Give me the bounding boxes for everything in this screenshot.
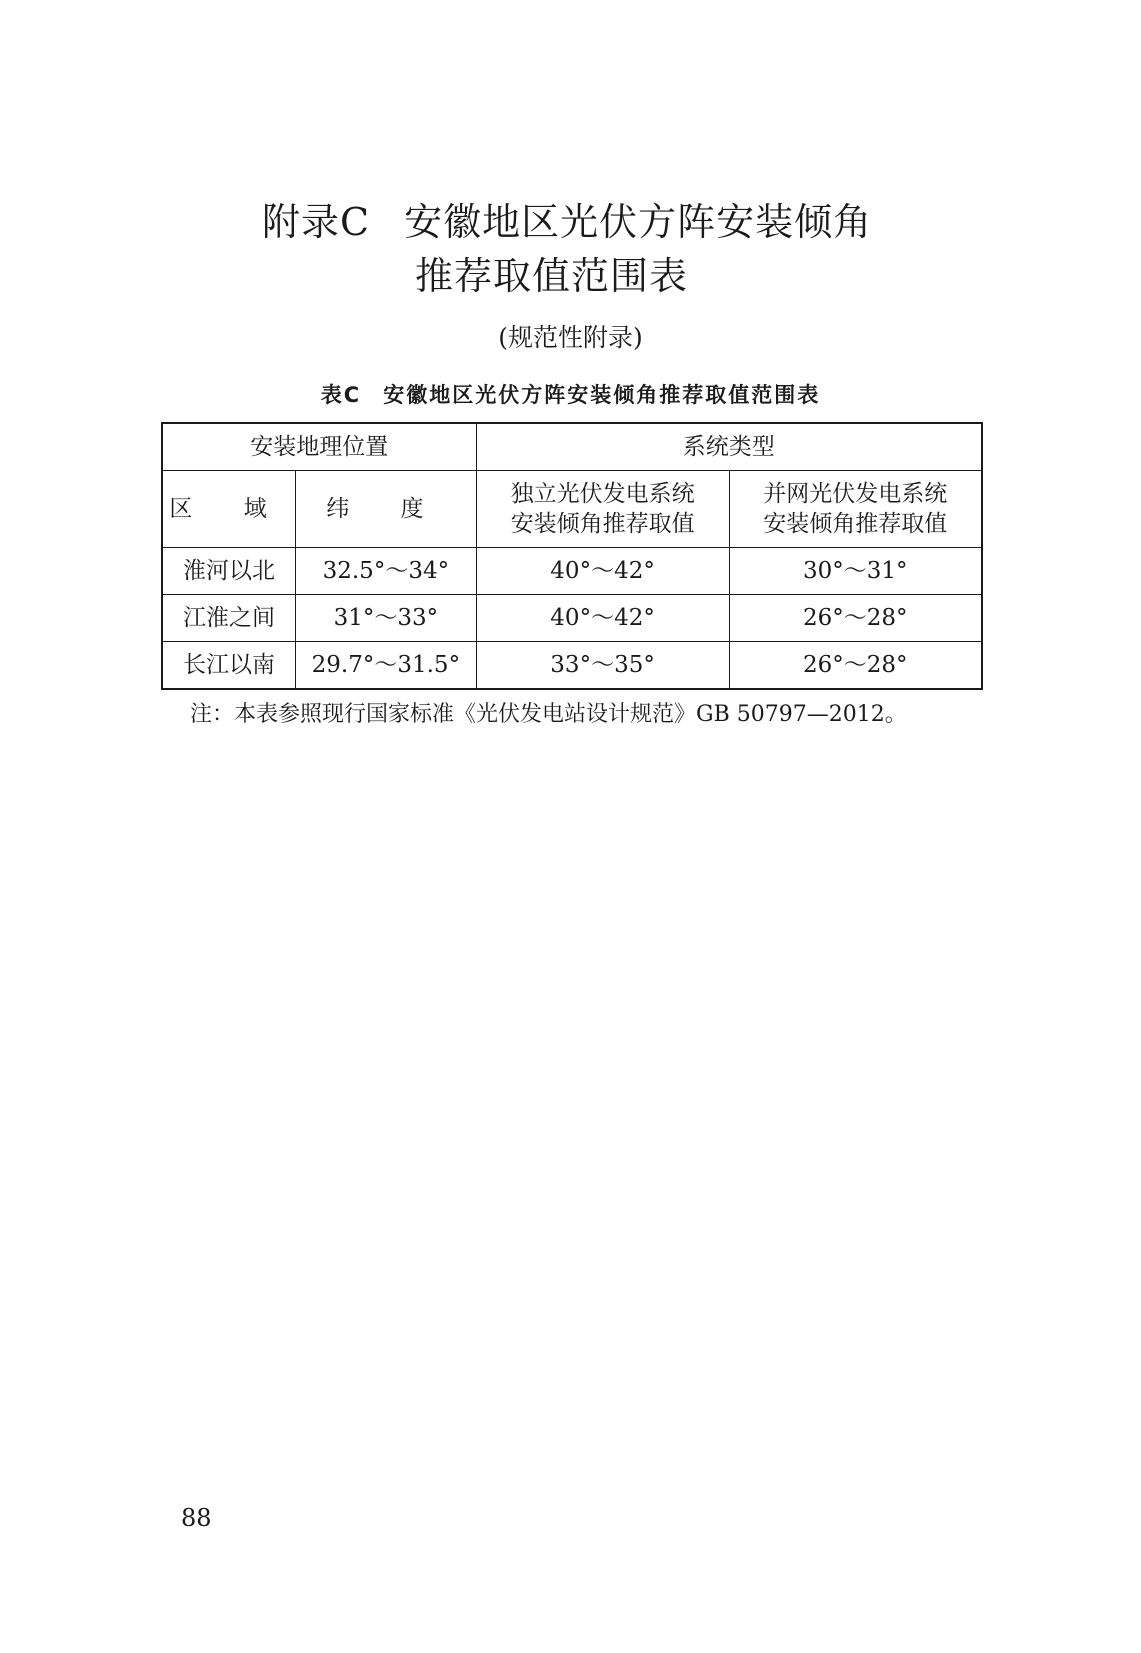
appendix-subtitle: (规范性附录)	[498, 323, 643, 352]
table-note: 注：本表参照现行国家标准《光伏发电站设计规范》GB 50797—2012。	[190, 702, 907, 727]
title-line-2: 推荐取值范围表	[415, 254, 689, 298]
table-caption-text: 安徽地区光伏方阵安装倾角推荐取值范围表	[383, 383, 821, 407]
column-header-grid-connected	[729, 471, 982, 548]
title-main-text: 安徽地区光伏方阵安装倾角	[404, 200, 873, 244]
column-header-standalone	[476, 471, 729, 548]
table-row	[162, 595, 982, 642]
title-appendix-label: 附录C	[262, 200, 371, 244]
cell-latitude: 29.7°～31.5°	[296, 642, 477, 690]
column-header-grid-line1: 并网光伏发电系统	[763, 481, 948, 507]
cell-region: 江淮之间	[162, 595, 296, 642]
table-group-header-row	[162, 423, 982, 471]
group-header-system-type: 系统类型	[476, 423, 982, 471]
cell-latitude: 31°～33°	[296, 595, 477, 642]
column-header-grid-line2: 安装倾角推荐取值	[763, 511, 948, 537]
cell-region: 长江以南	[162, 642, 296, 690]
cell-standalone-angle: 33°～35°	[476, 642, 729, 690]
cell-standalone-angle: 40°～42°	[476, 548, 729, 595]
column-header-region: 区 域	[162, 471, 296, 548]
table-caption	[0, 381, 1141, 409]
page-number: 88	[181, 1504, 212, 1532]
cell-latitude: 32.5°～34°	[296, 548, 477, 595]
table-row	[162, 642, 982, 690]
column-header-latitude: 纬 度	[296, 471, 477, 548]
cell-grid-angle: 26°～28°	[729, 642, 982, 690]
title-line-1	[262, 198, 872, 246]
column-header-standalone-line1: 独立光伏发电系统	[510, 481, 695, 507]
cell-region: 淮河以北	[162, 548, 296, 595]
table-column-header-row	[162, 471, 982, 548]
table-caption-label: 表C	[320, 383, 362, 407]
cell-grid-angle: 30°～31°	[729, 548, 982, 595]
cell-grid-angle: 26°～28°	[729, 595, 982, 642]
table-row	[162, 548, 982, 595]
group-header-location: 安装地理位置	[162, 423, 476, 471]
column-header-standalone-line2: 安装倾角推荐取值	[510, 511, 695, 537]
tilt-angle-table	[161, 422, 983, 690]
cell-standalone-angle: 40°～42°	[476, 595, 729, 642]
